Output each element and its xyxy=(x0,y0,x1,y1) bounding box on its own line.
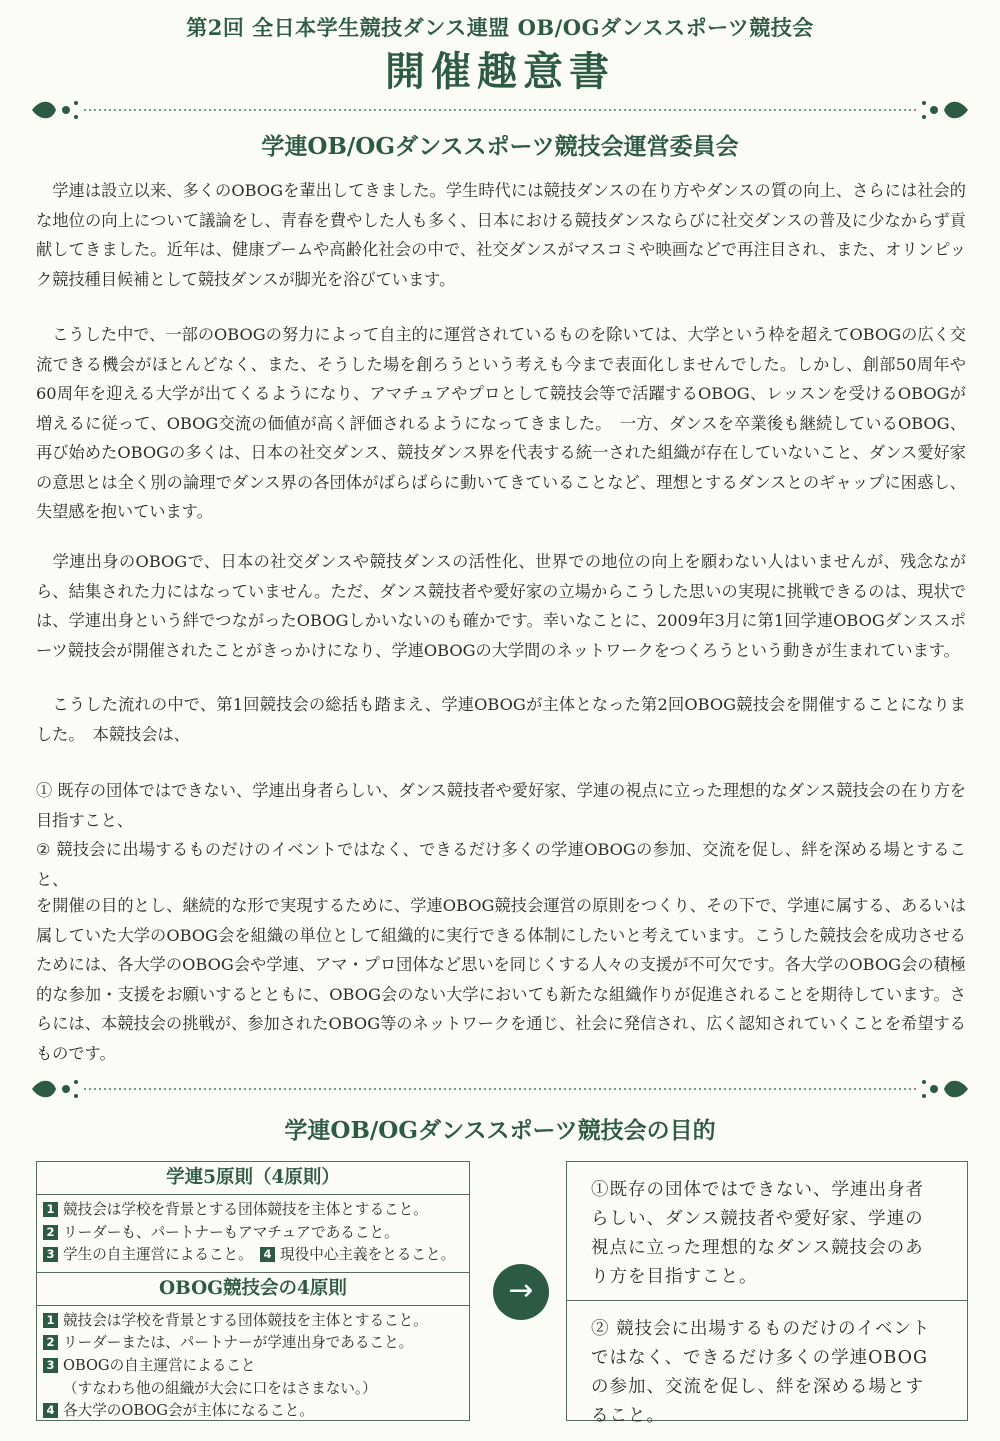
obog-principles-title: OBOG競技会の4原則 xyxy=(159,1277,347,1299)
obog-principles-list xyxy=(37,1310,469,1423)
gakuren-principles-title: 学連5原則（4原則） xyxy=(166,1167,340,1188)
paragraph-4: こうした流れの中で、第1回競技会の総括も踏まえ、学連OBOGが主体となった第2回OBOG競技会を開催することになりました。 本競技会は、 xyxy=(36,695,966,744)
document-title: 開催趣意書 xyxy=(385,48,615,95)
goals-list-inline: ① 既存の団体ではできない、学連出身者らしい、ダンス競技者や愛好家、学連の視点に立った理想的なダンス競技会の在り方を目指すこと、 ② 競技会に出場するものだけのイベントではなく、できるだけ多くの学連OBOGの参加、交流を促し、絆を深める場とすること、 xyxy=(36,781,966,889)
document-subtitle: 第2回 全日本学生競技ダンス連盟 OB/OGダンススポーツ競技会 xyxy=(186,15,814,40)
arrow-right-icon: → xyxy=(493,1264,549,1320)
list-item: 3 学生の自主運営によること。 4 現役中心主義をとること。 xyxy=(43,1244,463,1267)
goal-2: ② 競技会に出場するものだけのイベントではなく、できるだけ多くの学連OBOGの参加、交流を促し、絆を深める場とすること。 xyxy=(591,1319,931,1426)
gakuren-principles-list xyxy=(37,1199,469,1267)
ornamental-divider-bottom xyxy=(30,1076,970,1102)
principles-box xyxy=(36,1161,470,1421)
list-item: 3 OBOGの自主運営によること xyxy=(43,1355,463,1378)
goals-box xyxy=(566,1161,968,1426)
list-item-note: （すなわち他の組織が大会に口をはさまない。） xyxy=(63,1379,377,1397)
list-item: 4 各大学のOBOG会が主体になること。 xyxy=(43,1400,463,1423)
paragraph-1: 学連は設立以来、多くのOBOGを輩出してきました。学生時代には競技ダンスの在り方やダンスの質の向上、さらには社会的な地位の向上について議論をし、青春を費やした人も多く、日本における競技ダンスならびに社交ダンスの普及に少なからず貢献してきました。近年は、健康ブームや高齢化社会の中で、社交ダンスがマスコミや映画などで再注目され、また、オリンピック競技種目候補として競技ダンスが脚光を浴びています。 xyxy=(36,181,966,289)
list-item: 2 リーダーまたは、パートナーが学連出身であること。 xyxy=(43,1332,463,1355)
ornamental-divider-top xyxy=(30,97,970,123)
section-heading-purpose: 学連OB/OGダンススポーツ競技会の目的 xyxy=(284,1117,716,1144)
list-item: 1 競技会は学校を背景とする団体競技を主体とすること。 xyxy=(43,1199,463,1222)
list-item: 1 競技会は学校を背景とする団体競技を主体とすること。 xyxy=(43,1310,463,1333)
goal-1: ①既存の団体ではできない、学連出身者らしい、ダンス競技者や愛好家、学連の視点に立った理想的なダンス競技会のあり方を目指すこと。 xyxy=(591,1180,924,1287)
list-item: 2 リーダーも、パートナーもアマチュアであること。 xyxy=(43,1222,463,1245)
paragraph-3: 学連出身のOBOGで、日本の社交ダンスや競技ダンスの活性化、世界での地位の向上を願わない人はいませんが、残念ながら、結集された力にはなっていません。ただ、ダンス競技者や愛好家の立場からこうした思いの実現に挑戦できるのは、現状では、学連出身という絆でつながったOBOGしかいないのも確かです。幸いなことに、2009年3月に第1回学連OBOGダンススポーツ競技会が開催されたことがきっかけになり、学連OBOGの大学間のネットワークをつくろうという動きが生まれています。 xyxy=(36,552,966,660)
paragraph-5: を開催の目的とし、継続的な形で実現するために、学連OBOG競技会運営の原則をつくり、その下で、学連に属する、あるいは属していた大学のOBOG会を組織の単位として組織的に実行できる体制にしたいと考えています。こうした競技会を成功させるためには、各大学のOBOG会や学連、アマ・プロ団体など思いを同じくする人々の支援が不可欠です。各大学のOBOG会の積極的な参加・支援をお願いするとともに、OBOG会のない大学においても新たな組織作りが促進されることを期待しています。さらには、本競技会の挑戦が、参加されたOBOG等のネットワークを通じ、社会に発信され、広く認知されていくことを希望するものです。 xyxy=(36,896,966,1063)
paragraph-2: こうした中で、一部のOBOGの努力によって自主的に運営されているものを除いては、大学という枠を超えてOBOGの広く交流できる機会がほとんどなく、また、そうした場を創ろうという考えも今まで表面化しませんでした。しかし、創部50周年や60周年を迎える大学が出てくるようになり、アマチュアやプロとして競技会等で活躍するOBOG、レッスンを受けるOBOGが増えるに従って、OBOG交流の価値が高く評価されるようになってきました。 一方、ダンスを卒業後も継続しているOBOG、再び始めたOBOGの多くは、日本の社交ダンス、競技ダンス界を代表する統一された組織が存在していないこと、ダンス愛好家の意思とは全く別の論理でダンス界の各団体がばらばらに動いてきていることなど、理想とするダンスとのギャップに困惑し、失望感を抱いています。 xyxy=(36,325,966,521)
section-heading-committee: 学連OB/OGダンススポーツ競技会運営委員会 xyxy=(261,133,739,160)
